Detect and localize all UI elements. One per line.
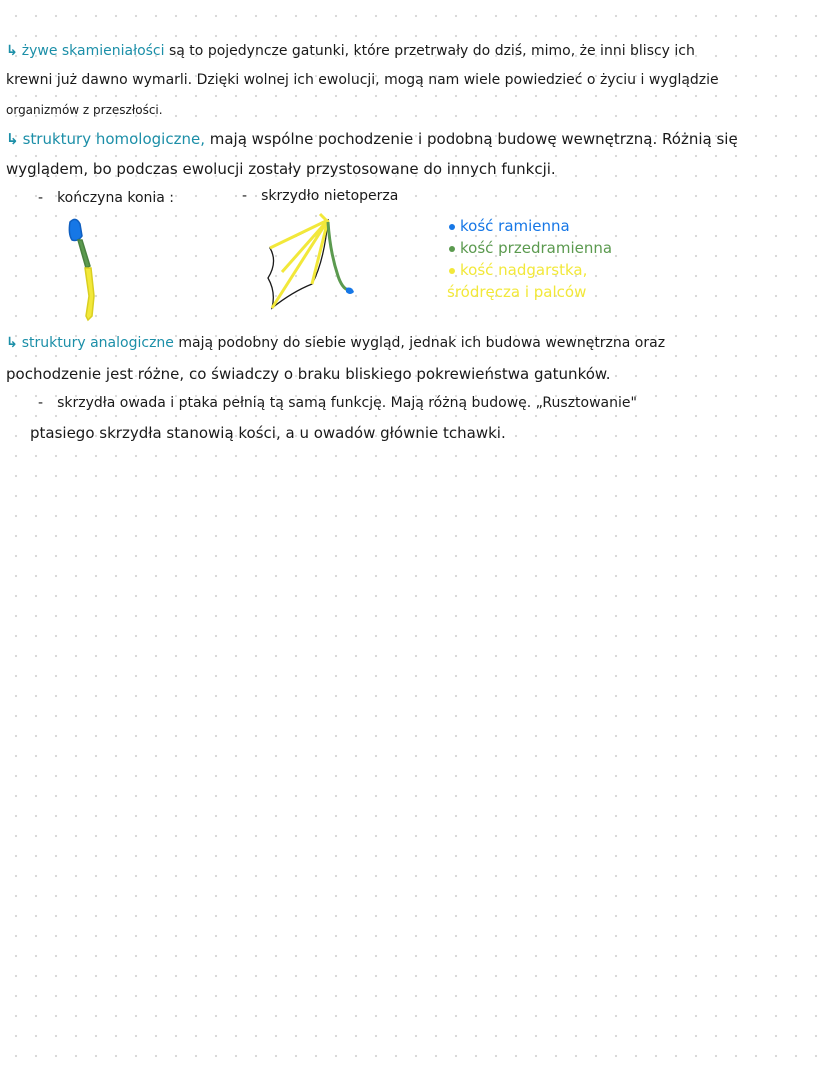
label-horse-text: kończyna konia : — [57, 190, 175, 206]
dash-marker: - — [242, 188, 248, 204]
blue-dot-icon — [449, 224, 455, 230]
p1-line2-text: krewni już dawno wymarli. Dzięki wolnej ich ewolucji, mogą nam wiele powiedzieć o życiu i wyglądzie — [6, 72, 719, 88]
arrow-icon: ↳ — [6, 130, 19, 148]
legend-item3a-text: kość nadgarstka, — [460, 261, 588, 279]
p3-line4-text: ptasiego skrzydła stanowią kości, a u owadów głównie tchawki. — [30, 424, 506, 442]
p3-line3 — [38, 393, 637, 413]
horse-limb-drawing — [64, 216, 104, 326]
p1-line3-text: organizmów z przeszłości. — [6, 103, 163, 117]
legend-item1-text: kość ramienna — [460, 217, 570, 235]
term-homologous: struktury homologiczne, — [22, 130, 205, 148]
term-analogous: struktury analogiczne — [21, 335, 174, 351]
green-dot-icon — [449, 246, 455, 252]
label-horse-limb — [38, 188, 174, 208]
dash-marker: - — [38, 190, 44, 206]
p2-line1 — [6, 129, 738, 149]
p3-line1 — [6, 333, 665, 353]
p3-line3-text: skrzydła owada i ptaka pełnią tą samą funkcję. Mają różną budowę. „Rusztowanie" — [57, 395, 637, 411]
p1-line2 — [6, 70, 719, 90]
p3-line2-text: pochodzenie jest różne, co świadczy o braku bliskiego pokrewieństwa gatunków. — [6, 365, 611, 383]
arrow-icon: ↳ — [6, 335, 18, 351]
term-living-fossils: żywe skamieniałości — [21, 43, 165, 59]
p1-line3 — [6, 100, 163, 120]
p2-line2-text: wyglądem, bo podczas ewolucji zostały przystosowane do innych funkcji. — [6, 160, 556, 178]
p3-line2 — [6, 364, 611, 384]
yellow-dot-icon — [449, 268, 455, 274]
p2-line1-text: mają wspólne pochodzenie i podobną budowę wewnętrzną. Różnią się — [209, 130, 738, 148]
bat-wing-drawing — [262, 212, 362, 312]
legend-item-hand-bones-cont — [447, 281, 612, 303]
arrow-icon: ↳ — [6, 43, 18, 59]
legend-item3b-text: śródręcza i palców — [447, 283, 587, 301]
legend-item-hand-bones — [449, 259, 612, 281]
p1-line1-text: są to pojedyncze gatunki, które przetrwały do dziś, mimo, że inni bliscy ich — [168, 43, 695, 59]
label-bat-text: skrzydło nietoperza — [261, 188, 399, 204]
p3-line1-text: mają podobny do siebie wygląd, jednak ich budowa wewnętrzna oraz — [178, 335, 666, 351]
p1-line1 — [6, 41, 695, 61]
label-bat-wing — [242, 186, 398, 206]
legend-item-humerus — [449, 215, 612, 237]
p2-line2 — [6, 159, 556, 179]
dash-marker: - — [38, 395, 44, 411]
legend-item-forearm — [449, 237, 612, 259]
bone-legend — [449, 215, 612, 303]
p3-line4 — [30, 423, 506, 443]
legend-item2-text: kość przedramienna — [460, 239, 613, 257]
